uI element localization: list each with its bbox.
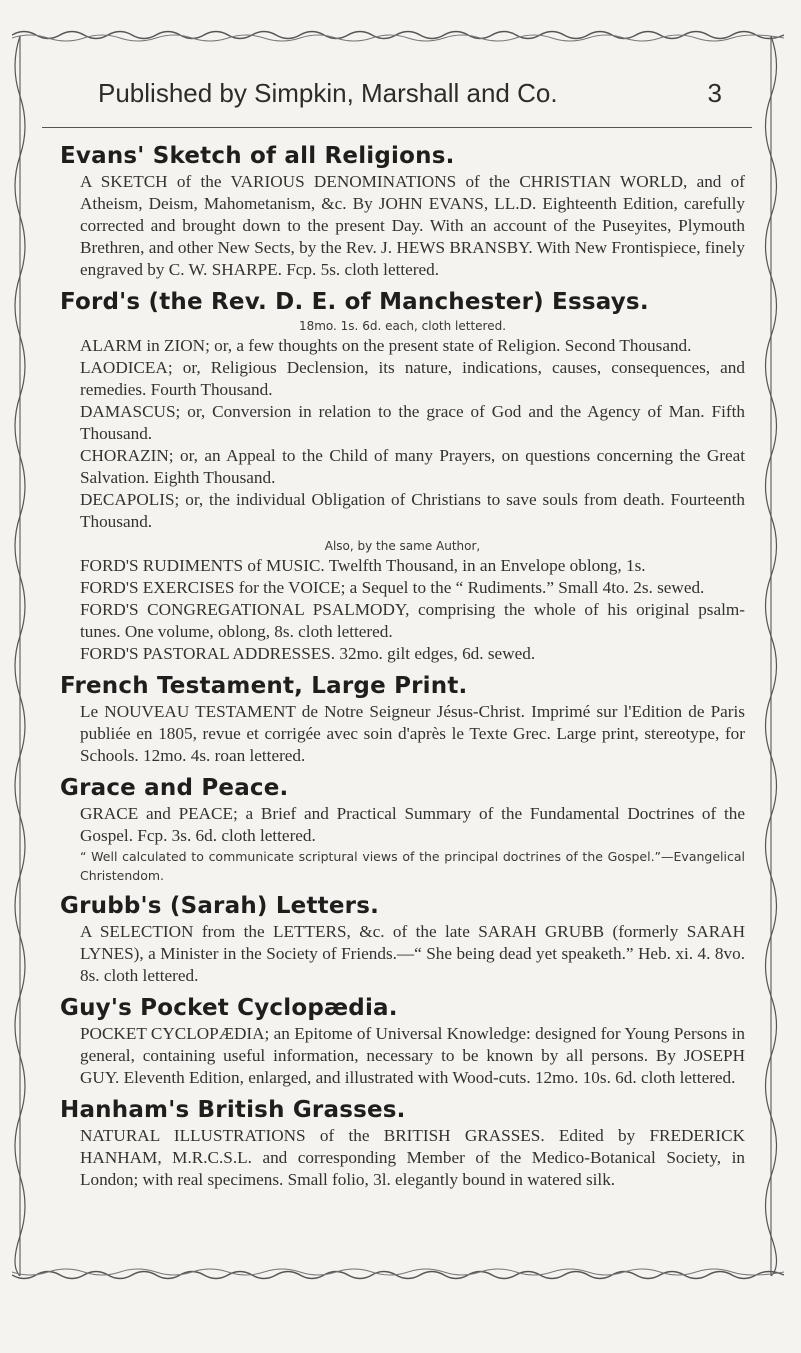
- entry-description: NATURAL ILLUSTRATIONS of the BRITISH GRASSES. Edited by FREDERICK HANHAM, M.R.C.S.L. and corresponding Member of the Medico-Botanical Society, in London; with real specimens. Small folio, 3l. elegantly bound in watered silk.: [80, 1126, 745, 1189]
- entry-heading: Hanham's British Grasses.: [60, 1097, 406, 1123]
- running-header: [98, 78, 722, 109]
- entry-heading: French Testament, Large Print.: [60, 673, 468, 699]
- entry-description: A SKETCH of the VARIOUS DENOMINATIONS of the CHRISTIAN WORLD, and of Atheism, Deism, Mahometanism, &c. By JOHN EVANS, LL.D. Eighteenth Edition, carefully corrected and brought down to the present Day. With an account of the Puseyites, Plymouth Brethren, and other New Sects, by the Rev. J. HEWS BRANSBY. With New Frontispiece, finely engraved by C. W. SHARPE. Fcp. 5s. cloth lettered.: [80, 172, 745, 279]
- entry-french-testament: [60, 671, 745, 767]
- entry-grace-and-peace: [60, 773, 745, 885]
- entry-item: DECAPOLIS; or, the individual Obligation of Christians to save souls from death. Fourteenth Thousand.: [80, 490, 745, 531]
- ornamental-right-border: [756, 36, 786, 1276]
- entry-item: LAODICEA; or, Religious Declension, its nature, indications, causes, consequences, and remedies. Fourth Thousand.: [80, 358, 745, 399]
- entry-review-quote: “ Well calculated to communicate scriptural views of the principal doctrines of the Gospel.”—Evangelical Christendom.: [80, 849, 745, 883]
- entry-guy: [60, 993, 745, 1089]
- entry-heading: Evans' Sketch of all Religions.: [60, 143, 455, 169]
- entry-hanham: [60, 1095, 745, 1191]
- header-rule: [42, 127, 752, 128]
- ornamental-bottom-border: [12, 1268, 784, 1282]
- entry-ford: [60, 287, 745, 665]
- entry-heading: Guy's Pocket Cyclopædia.: [60, 995, 398, 1021]
- ornamental-top-border: [12, 28, 784, 42]
- entry-heading: Grubb's (Sarah) Letters.: [60, 893, 380, 919]
- catalogue-content: [60, 141, 745, 1197]
- entry-item: FORD'S CONGREGATIONAL PSALMODY, comprising the whole of his original psalm-tunes. One volume, oblong, 8s. cloth lettered.: [80, 600, 745, 641]
- entry-item: CHORAZIN; or, an Appeal to the Child of many Prayers, on questions concerning the Great Salvation. Eighth Thousand.: [80, 446, 745, 487]
- entry-format-note: 18mo. 1s. 6d. each, cloth lettered.: [298, 319, 507, 333]
- entry-description: Le NOUVEAU TESTAMENT de Notre Seigneur Jésus-Christ. Imprimé sur l'Edition de Paris publiée en 1805, revue et corrigée avec soin d'après le Texte Grec. Large print, stereotype, for Schools. 12mo. 4s. roan lettered.: [80, 702, 745, 765]
- entry-item: FORD'S PASTORAL ADDRESSES. 32mo. gilt edges, 6d. sewed.: [80, 644, 536, 663]
- entry-evans: [60, 141, 745, 281]
- entry-heading: Grace and Peace.: [60, 775, 289, 801]
- entry-item: ALARM in ZION; or, a few thoughts on the present state of Religion. Second Thousand.: [80, 336, 692, 355]
- entry-item: FORD'S EXERCISES for the VOICE; a Sequel to the “ Rudiments.” Small 4to. 2s. sewed.: [80, 578, 705, 597]
- running-title: Published by Simpkin, Marshall and Co.: [98, 78, 558, 108]
- entry-item: FORD'S RUDIMENTS of MUSIC. Twelfth Thousand, in an Envelope oblong, 1s.: [80, 556, 646, 575]
- entry-same-author-note: Also, by the same Author,: [324, 539, 481, 553]
- page-number: 3: [707, 78, 722, 108]
- entry-description: GRACE and PEACE; a Brief and Practical Summary of the Fundamental Doctrines of the Gospel. Fcp. 3s. 6d. cloth lettered.: [80, 804, 745, 845]
- entry-description: POCKET CYCLOPÆDIA; an Epitome of Universal Knowledge: designed for Young Persons in general, containing useful information, necessary to be known by all persons. By JOSEPH GUY. Eleventh Edition, enlarged, and illustrated with Wood-cuts. 12mo. 10s. 6d. cloth lettered.: [80, 1024, 745, 1087]
- entry-item: DAMASCUS; or, Conversion in relation to the grace of God and the Agency of Man. Fifth Thousand.: [80, 402, 745, 443]
- entry-grubb: [60, 891, 745, 987]
- ornamental-left-border: [6, 36, 32, 1276]
- entry-description: A SELECTION from the LETTERS, &c. of the late SARAH GRUBB (formerly SARAH LYNES), a Minister in the Society of Friends.—“ She being dead yet speaketh.” Heb. xi. 4. 8vo. 8s. cloth lettered.: [80, 922, 745, 985]
- entry-heading: Ford's (the Rev. D. E. of Manchester) Essays.: [60, 289, 649, 315]
